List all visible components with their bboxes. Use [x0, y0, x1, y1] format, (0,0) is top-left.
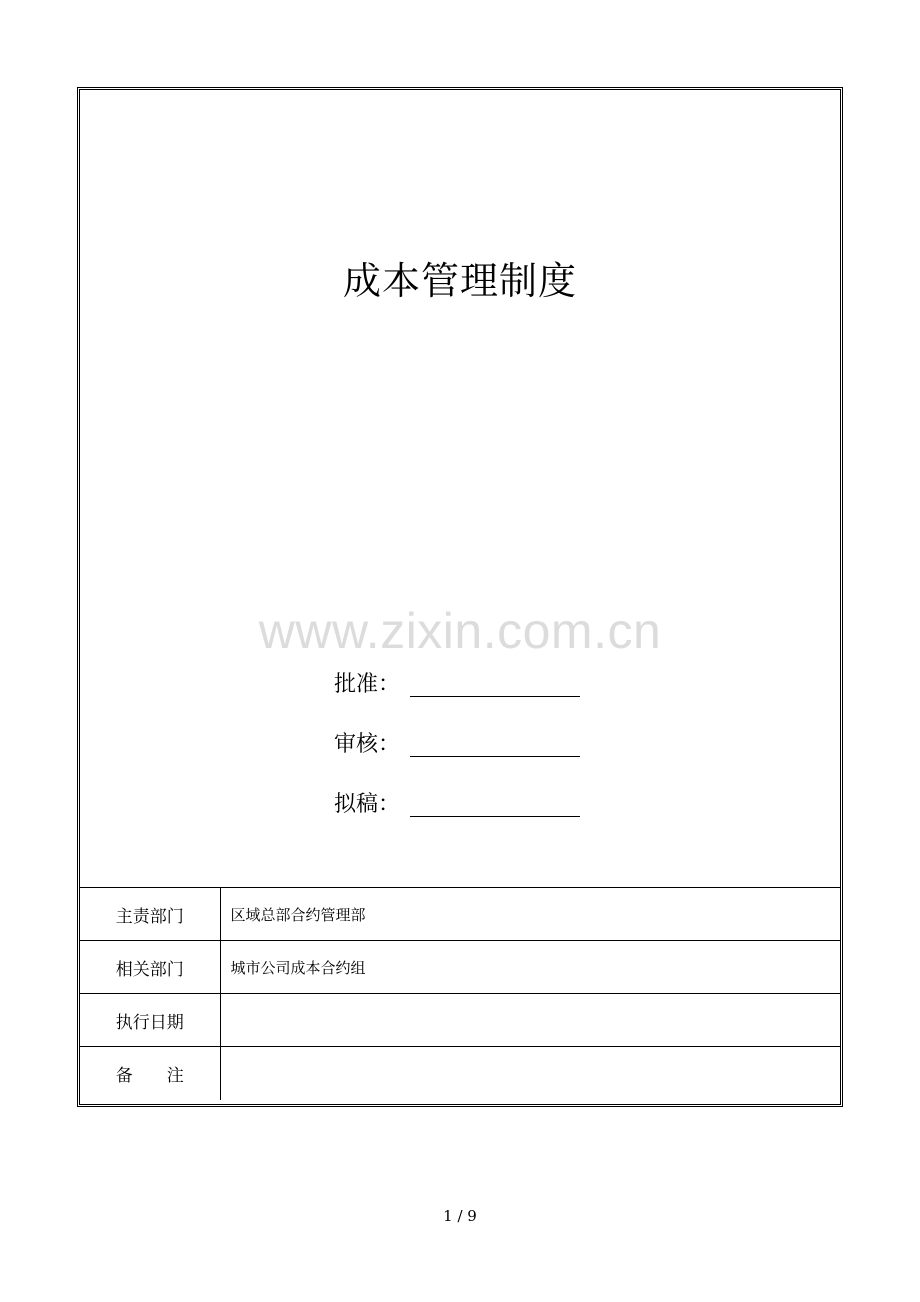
- responsible-dept-value: 区域总部合约管理部: [220, 888, 840, 941]
- effective-date-value: [220, 994, 840, 1047]
- review-row: [334, 730, 580, 760]
- draft-label: 拟稿：: [334, 792, 401, 817]
- review-signature-line: [410, 736, 580, 757]
- review-label: 审核：: [334, 732, 401, 757]
- responsible-dept-label: 主责部门: [80, 888, 220, 941]
- approval-signature-line: [410, 676, 580, 697]
- approval-row: [334, 670, 580, 700]
- document-frame: [77, 87, 843, 1107]
- draft-signature-line: [410, 796, 580, 817]
- table-row: [80, 1047, 840, 1100]
- related-dept-value: 城市公司成本合约组: [220, 941, 840, 994]
- remarks-label-text: 备注: [115, 1065, 218, 1086]
- remarks-value: [220, 1047, 840, 1100]
- approval-label: 批准：: [334, 672, 401, 697]
- document-title: 成本管理制度: [342, 259, 577, 303]
- table-row: [80, 888, 840, 941]
- page-number: 1 / 9: [443, 1207, 477, 1225]
- info-table: [80, 887, 840, 1100]
- table-row: [80, 994, 840, 1047]
- effective-date-label: 执行日期: [80, 994, 220, 1047]
- related-dept-label: 相关部门: [80, 941, 220, 994]
- table-row: [80, 941, 840, 994]
- remarks-label: [80, 1047, 220, 1100]
- draft-row: [334, 790, 580, 820]
- watermark-text: www.zixin.com.cn: [258, 603, 662, 659]
